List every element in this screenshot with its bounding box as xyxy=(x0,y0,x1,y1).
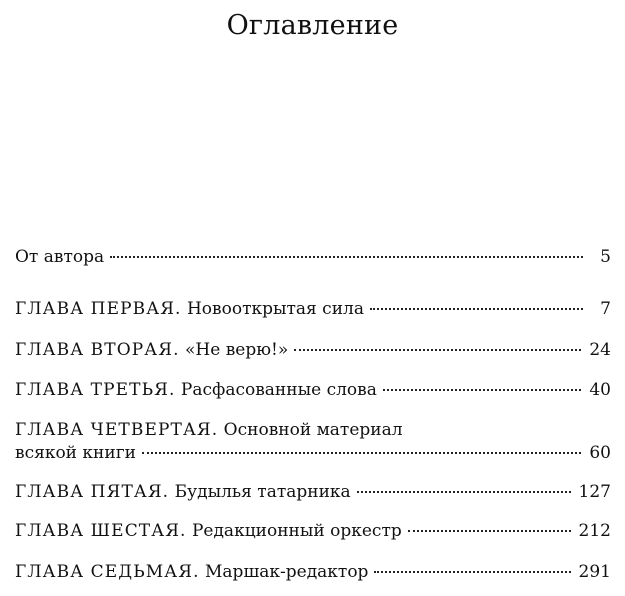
dot-leader xyxy=(142,452,581,454)
toc-entry-title: Основной материал xyxy=(223,420,403,440)
dot-leader xyxy=(374,571,570,573)
toc-entry-author-foreword[interactable] xyxy=(15,246,611,269)
toc-entry-page: 40 xyxy=(589,380,611,400)
toc-entry-chapter-2[interactable] xyxy=(15,339,611,362)
dot-leader xyxy=(370,308,583,310)
toc-entry-page: 127 xyxy=(578,482,611,502)
toc-entry-chapter-4[interactable] xyxy=(15,419,611,465)
dot-leader xyxy=(357,491,571,493)
chapter-label: ГЛАВА ШЕСТАЯ. xyxy=(15,521,187,541)
chapter-label: ГЛАВА СЕДЬМАЯ. xyxy=(15,562,200,582)
dot-leader xyxy=(383,389,582,391)
chapter-label: ГЛАВА ПЕРВАЯ. xyxy=(15,299,182,319)
dot-leader xyxy=(294,349,581,351)
toc-entry-page: 5 xyxy=(600,247,611,267)
toc-entry-chapter-5[interactable] xyxy=(15,481,611,504)
dot-leader xyxy=(408,530,571,532)
toc-entry-chapter-1[interactable] xyxy=(15,298,611,321)
toc-entry-title: Будылья татарника xyxy=(174,482,351,502)
dot-leader xyxy=(110,256,583,258)
toc-entry-title: Расфасованные слова xyxy=(180,380,377,400)
chapter-label: ГЛАВА ПЯТАЯ. xyxy=(15,482,170,502)
toc-entry-title: «Не верю!» xyxy=(185,340,289,360)
toc-entry-title: От автора xyxy=(15,247,105,267)
chapter-label: ГЛАВА ВТОРАЯ. xyxy=(15,340,180,360)
toc-entry-chapter-6[interactable] xyxy=(15,520,611,543)
toc-entry-page: 7 xyxy=(600,299,611,319)
toc-entry-page: 24 xyxy=(589,340,611,360)
toc-entry-title: Редакционный оркестр xyxy=(191,521,402,541)
toc-entry-title: Новооткрытая сила xyxy=(186,299,364,319)
toc-entry-page: 60 xyxy=(589,443,611,463)
chapter-label: ГЛАВА ЧЕТВЕРТАЯ. xyxy=(15,420,219,440)
toc-entry-chapter-3[interactable] xyxy=(15,379,611,402)
toc-entry-chapter-7[interactable] xyxy=(15,561,611,584)
page-title: Оглавление xyxy=(226,10,399,41)
chapter-label: ГЛАВА ТРЕТЬЯ. xyxy=(15,380,176,400)
toc-entry-title: Маршак-редактор xyxy=(205,562,369,582)
toc-entry-page: 291 xyxy=(578,562,611,582)
toc-entry-page: 212 xyxy=(578,521,611,541)
toc-entry-title-continued: всякой книги xyxy=(15,443,136,463)
